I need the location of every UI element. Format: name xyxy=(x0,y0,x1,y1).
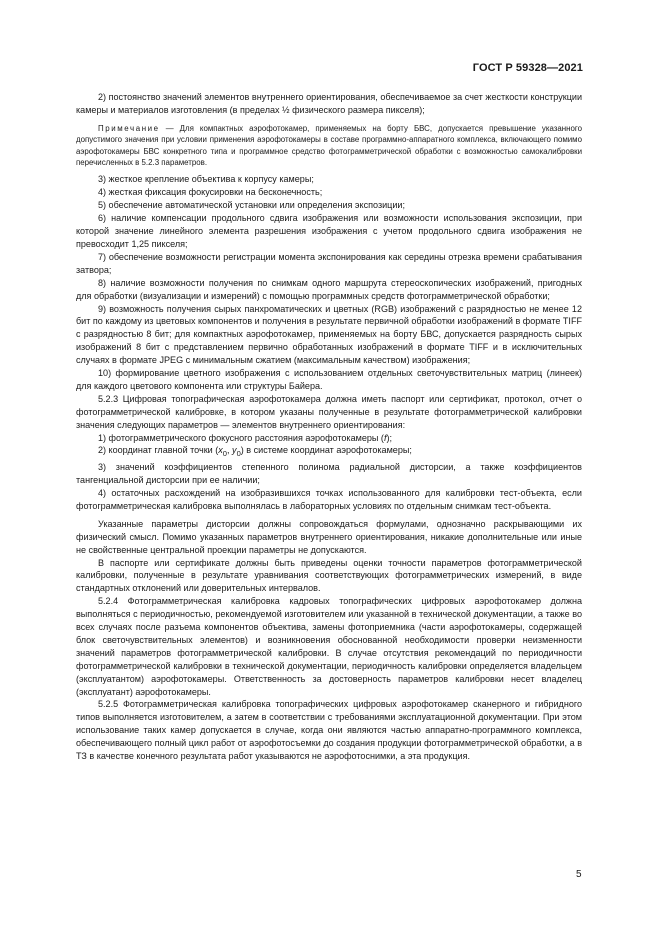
passport-paragraph: В паспорте или сертификате должны быть приведены оценки точности параметров фотограмметрической калибровки, полученные в результате уравнивания соответствующих фотограмметрических измерений, в виде стандартных отклонений или доверительных интервалов. xyxy=(76,557,582,594)
paragraph-item-2: 2) постоянство значений элементов внутреннего ориентирования, обеспечиваемое за счет жесткости конструкции камеры и материалов изготовления (в пределах ½ физического размера пикселя); xyxy=(76,92,582,115)
page-number: 5 xyxy=(576,869,582,880)
note-label: Примечание xyxy=(98,123,160,133)
calibration-param-2: 2) координат главной точки ($x_0$, $y_0$) в системе координат аэрофотокамеры; xyxy=(98,445,412,459)
calibration-param-3: 3) значений коэффициентов степенного полинома радиальной дисторсии, а также коэффициентов тангенциальной дисторсии при ее наличии; xyxy=(76,462,582,486)
document-standard-number: ГОСТ Р 59328—2021 xyxy=(472,62,583,74)
section-5-2-5: 5.2.5 Фотограмметрическая калибровка топографических цифровых аэрофотокамер сканерного и гибридного типов выполняется изготовителем, а затем в соответствии с требованиями эксплуатационной документации. При этом использование таких камер допускается в случае, когда они являются частью аппаратно-программного комплекса, обеспечивающего полный цикл работ от аэрофотосъемки до создания продукции фотограмметрической обработки, а в ТЗ в качестве конечного результата работ указываются не аэрофотоснимки, а эта продукция. xyxy=(76,699,582,762)
list-item: 7) обеспечение возможности регистрации момента экспонирования как середины отрезка времени срабатывания затвора; xyxy=(76,251,582,275)
distortion-paragraph: Указанные параметры дисторсии должны сопровождаться формулами, однозначно раскрывающими их физический смысл. Помимо указанных параметров внутреннего ориентирования, никакие дополнительные или иные не свойственные центральной проекции параметры не допускаются. xyxy=(76,518,582,555)
list-item: 5) обеспечение автоматической установки или определения экспозиции; xyxy=(98,200,405,211)
list-item: 10) формирование цветного изображения с использованием отдельных светочувствительных матриц (линеек) для каждого цветового компонента или структуры Байера. xyxy=(76,368,582,391)
list-item: 9) возможность получения сырых панхроматических и цветных (RGB) изображений с разрядностью не менее 12 бит по каждому из цветовых компонентов и получения в результате первичной обработки изображений в формате TIFF с разрядностью 8 бит; для компактных аэрофотокамер, применяемых на борту БВС, допускается разрядность сырых изображений 8 бит с представлением первично обработанных изображений в формате TIFF и в исключительных случаях в формате JPEG с минимальным сжатием (максимальным качеством) изображения; xyxy=(76,303,582,366)
list-item: 4) жесткая фиксация фокусировки на бесконечность; xyxy=(98,187,323,198)
calibration-param-1: 1) фотограмметрического фокусного расстояния аэрофотокамеры (f); xyxy=(98,432,392,443)
list-item: 3) жесткое крепление объектива к корпусу камеры; xyxy=(98,174,314,185)
section-5-2-3-intro: 5.2.3 Цифровая топографическая аэрофотокамера должна иметь паспорт или сертификат, протокол, отчет о фотограмметрической калибровке, в котором указаны полученные в результате фотограмметрической калибровки значения следующих параметров — элементов внутреннего ориентирования: xyxy=(76,393,582,430)
calibration-param-4: 4) остаточных расхождений на изобразившихся точках использованного для калибровки тест-объекта, если фотограмметрическая калибровка выполнялась в лабораторных условиях по отдельным снимкам тест-объекта. xyxy=(76,487,582,511)
list-item: 8) наличие возможности получения по снимкам одного маршрута стереоскопических изображений, пригодных для обработки (визуализации и измерений) с помощью программных средств фотограмметрической обработки; xyxy=(76,277,582,301)
section-5-2-4: 5.2.4 Фотограмметрическая калибровка кадровых топографических цифровых аэрофотокамер должна выполняться с периодичностью, рекомендуемой изготовителем или указанной в технической документации, а также во всех случаях после разъема компонентов объектива, замены фотоприемника (части аэрофотокамеры, содержащей блок светочувствительных элементов) и возникновения обоснованной необходимости проверки неизменности значений параметров фотограмметрической калибровки. В случае отсутствия рекомендаций по периодичности фотограмметрической калибровки в технической документации, периодичность калибровки определяется владельцем (эксплуатантом) аэрофотокамеры. Ответственность за достоверность параметров калибровки несет владелец (эксплуатант) аэрофотокамеры. xyxy=(76,596,582,697)
note xyxy=(76,123,582,169)
list-item: 6) наличие компенсации продольного сдвига изображения или возможности использования экспозиции, при которой значение линейного элемента разрешения изображения с учетом продольного сдвига изображения не превосходит 1,25 пикселя; xyxy=(76,213,582,249)
document-body xyxy=(76,91,582,763)
note-text: — Для компактных аэрофотокамер, применяемых на борту БВС, допускается превышение указанного допустимого значения при условии применения аэрофотокамеры в составе программно-аппаратного комплекса, включающего помимо аэрофотокамеры БВС конкретного типа и программное средство фотограмметрической обработки с возможностью самокалибровки перечисленных в 5.2.3 параметров. xyxy=(76,123,582,168)
